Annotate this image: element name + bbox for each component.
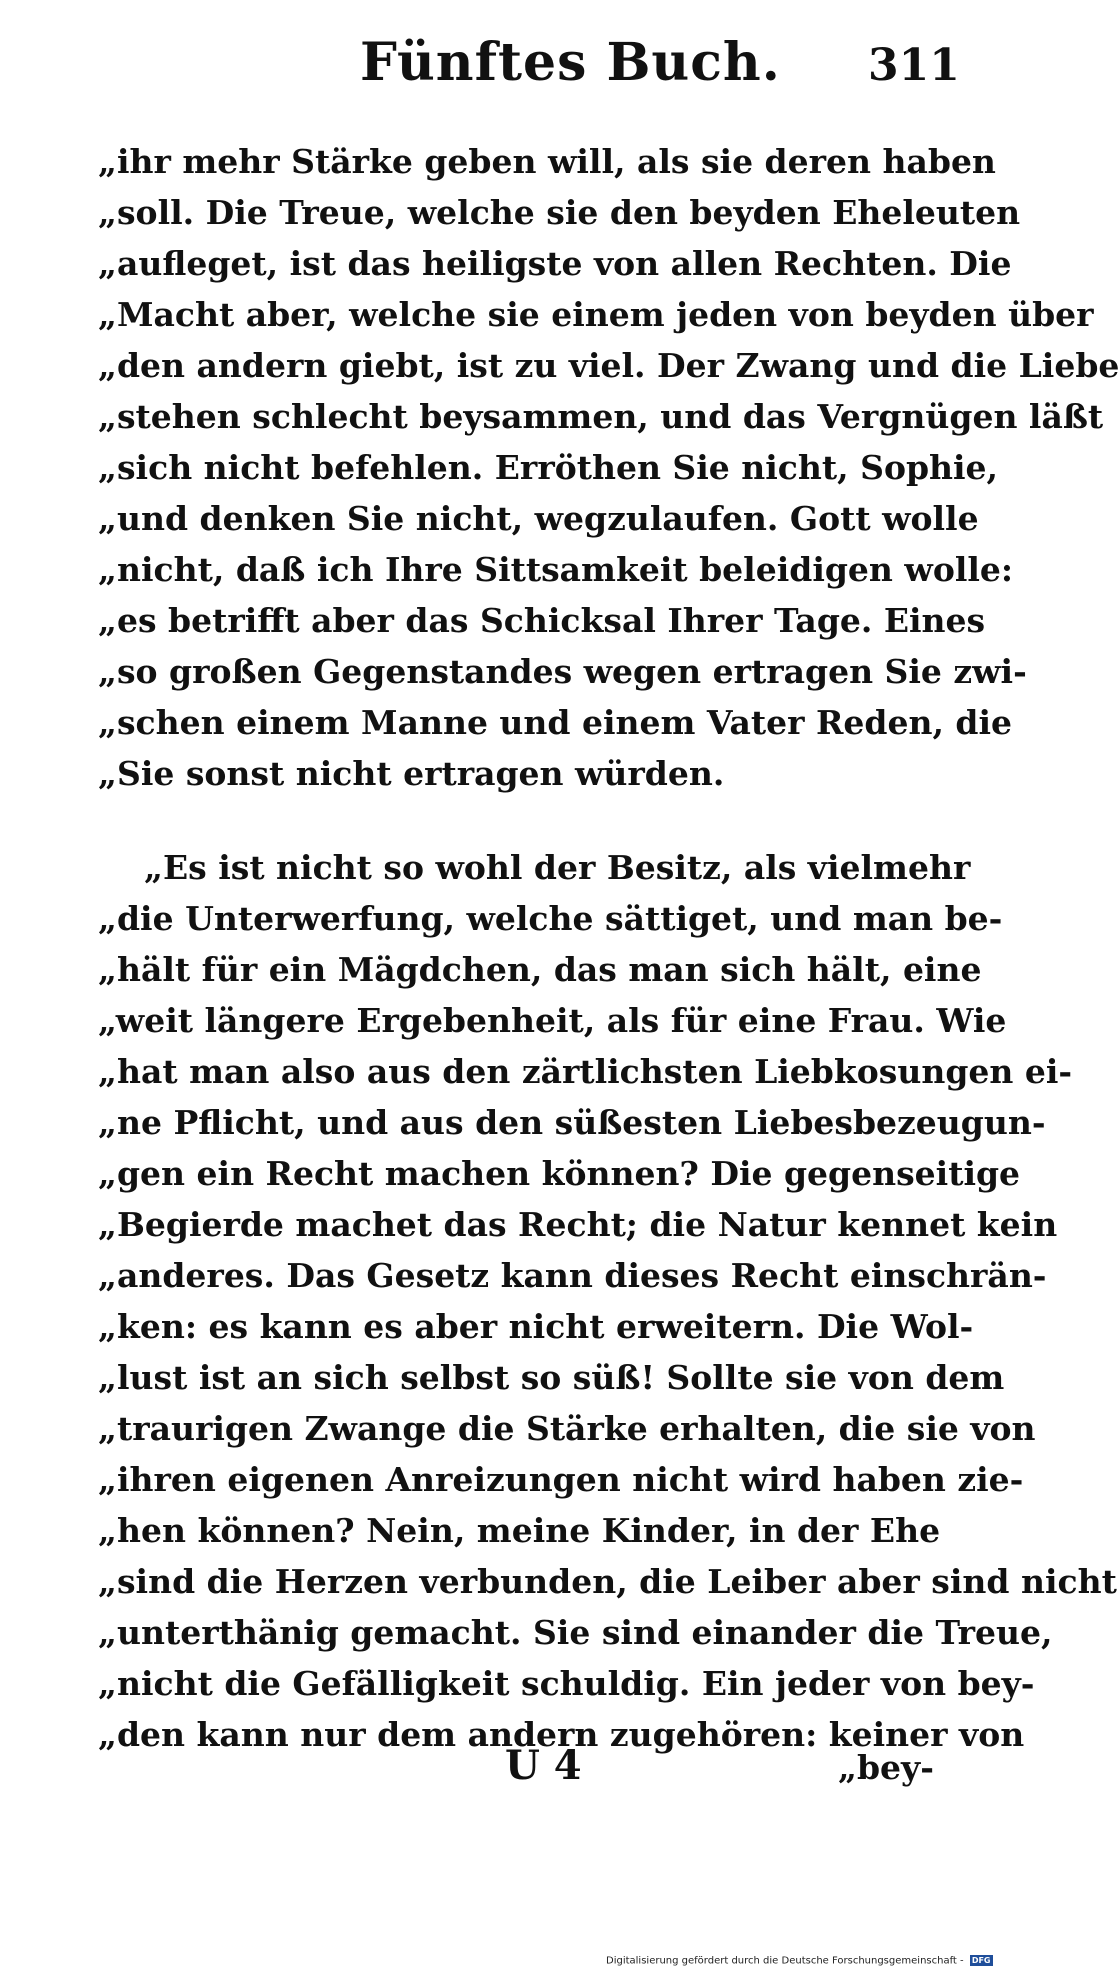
digitization-credit-text: Digitalisierung gefördert durch die Deutsche Forschungsgemeinschaft - [606, 1955, 964, 1967]
text-line: „aufleget, ist das heiligste von allen Rechten. Die [98, 244, 1012, 283]
text-line: „weit längere Ergebenheit, als für eine Frau. Wie [98, 1001, 1007, 1040]
text-line: „anderes. Das Gesetz kann dieses Recht einschrän- [98, 1256, 1047, 1295]
text-line: „unterthänig gemacht. Sie sind einander die Treue, [98, 1613, 1053, 1652]
paragraph-1 [98, 136, 1119, 799]
digitization-credit [606, 1955, 993, 1968]
text-line: „Macht aber, welche sie einem jeden von beyden über [98, 295, 1094, 334]
text-line: „hen können? Nein, meine Kinder, in der Ehe [98, 1511, 941, 1550]
text-line: „die Unterwerfung, welche sättiget, und man be- [98, 899, 1003, 938]
text-line: „Begierde machet das Recht; die Natur kennet kein [98, 1205, 1058, 1244]
text-line: „ken: es kann es aber nicht erweitern. Die Wol- [98, 1307, 974, 1346]
text-line: „den andern giebt, ist zu viel. Der Zwang und die Liebe [98, 346, 1119, 385]
text-line: „soll. Die Treue, welche sie den beyden Eheleuten [98, 193, 1021, 232]
text-line: „sind die Herzen verbunden, die Leiber aber sind nicht [98, 1562, 1117, 1601]
text-line: „hält für ein Mägdchen, das man sich hält, eine [98, 950, 982, 989]
text-line: „Es ist nicht so wohl der Besitz, als vielmehr [144, 848, 971, 887]
text-line: „den kann nur dem andern zugehören: keiner von [98, 1715, 1025, 1754]
text-line: „ihren eigenen Anreizungen nicht wird haben zie- [98, 1460, 1024, 1499]
text-line: „traurigen Zwange die Stärke erhalten, die sie von [98, 1409, 1036, 1448]
text-line: „gen ein Recht machen können? Die gegenseitige [98, 1154, 1021, 1193]
text-line: „und denken Sie nicht, wegzulaufen. Gott wolle [98, 499, 979, 538]
text-line: „so großen Gegenstandes wegen ertragen Sie zwi- [98, 652, 1027, 691]
text-line: „stehen schlecht beysammen, und das Vergnügen läßt [98, 397, 1104, 436]
text-line: „lust ist an sich selbst so süß! Sollte sie von dem [98, 1358, 1005, 1397]
text-line: „es betrifft aber das Schicksal Ihrer Tage. Eines [98, 601, 986, 640]
paragraph-2 [98, 842, 1117, 1760]
dfg-logo: DFG [971, 1956, 991, 1965]
text-line: „sich nicht befehlen. Erröthen Sie nicht, Sophie, [98, 448, 999, 487]
text-line: „Sie sonst nicht ertragen würden. [98, 754, 725, 793]
text-line: „ne Pflicht, und aus den süßesten Liebesbezeugun- [98, 1103, 1046, 1142]
catchword: „bey- [838, 1748, 934, 1787]
running-head: Fünftes Buch. [360, 32, 781, 93]
text-line: „schen einem Manne und einem Vater Reden, die [98, 703, 1013, 742]
text-line: „hat man also aus den zärtlichsten Liebkosungen ei- [98, 1052, 1073, 1091]
page-number: 311 [868, 40, 960, 91]
text-line: „nicht, daß ich Ihre Sittsamkeit beleidigen wolle: [98, 550, 1014, 589]
signature-mark: U 4 [505, 1742, 582, 1789]
text-line: „nicht die Gefälligkeit schuldig. Ein jeder von bey- [98, 1664, 1035, 1703]
text-line: „ihr mehr Stärke geben will, als sie deren haben [98, 142, 996, 181]
